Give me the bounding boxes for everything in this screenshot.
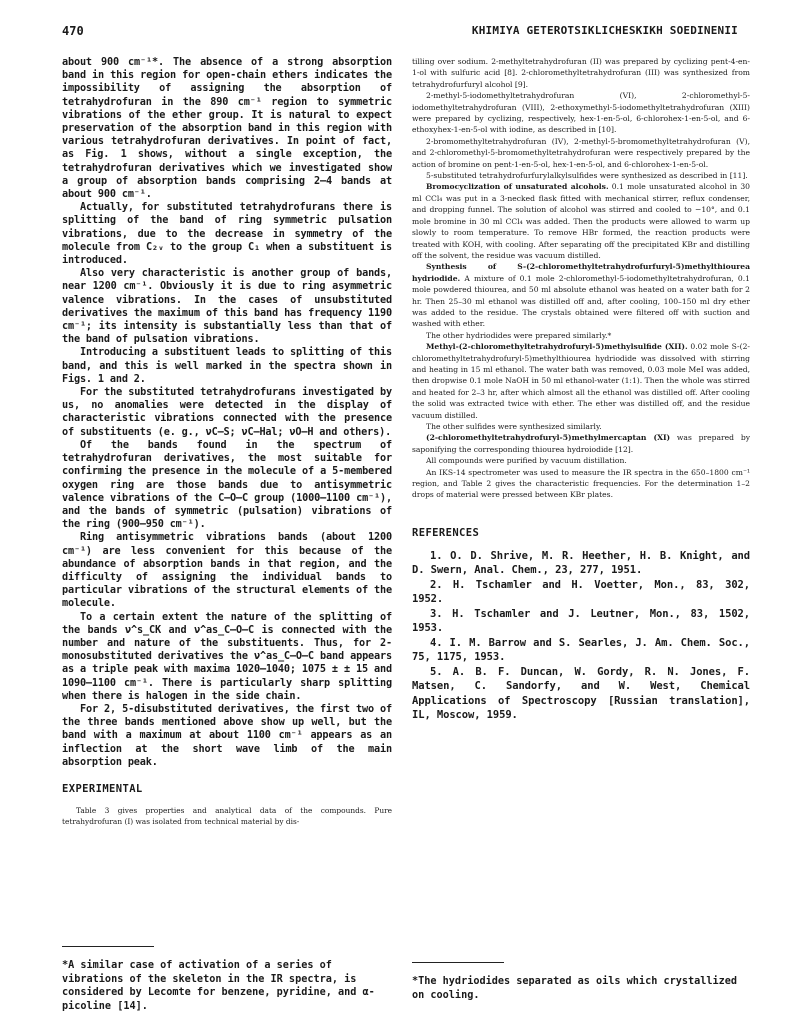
- experimental-paragraph: [412, 330, 750, 341]
- experimental-heading: EXPERIMENTAL: [62, 782, 143, 795]
- body-paragraph: For 2, 5-disubstituted derivatives, the first two of the three bands mentioned above show up well, but the band with a maximum at about 1100 cm⁻¹ appears as an inflection at the short wave limb of the main absorption peak.: [62, 703, 392, 768]
- references-list: [412, 549, 750, 723]
- reference-item: 4. I. M. Barrow and S. Searles, J. Am. Chem. Soc., 75, 1175, 1953.: [412, 636, 750, 664]
- reference-item: 1. O. D. Shrive, M. R. Heether, H. B. Knight, and D. Swern, Anal. Chem., 23, 277, 1951.: [412, 549, 750, 577]
- paragraph-text: tilling over sodium. 2-methyltetrahydrofuran (II) was prepared by cyclizing pent-4-en-1-ol with sulfuric acid [8]. 2-chloromethyltetrahydrofuran (III) was synthesized from tetrahydrofurfuryl alcohol [9].: [412, 57, 750, 89]
- experimental-paragraph: [412, 421, 750, 432]
- body-paragraph: Actually, for substituted tetrahydrofurans there is splitting of the band of ring symmetric pulsation vibrations, due to the decrease in symmetry of the molecule from C₂ᵥ to the group C₁ when a substituent is introduced.: [62, 202, 392, 267]
- footnote-divider: [412, 962, 504, 963]
- procedure-title: Synthesis of S-(2-chloromethyltetrahydrofurfuryl-5)methylthiourea hydriodide.: [412, 262, 750, 283]
- body-paragraph: To a certain extent the nature of the splitting of the bands ν^s_CK and ν^as_C—O—C is connected with the number and nature of the substituents. Thus, for 2-monosubstituted derivatives the ν^as_C—O—C band appears as a triple peak with maxima 1020–1040; 1075 ± ± 15 and 1090–1100 cm⁻¹. There is particularly sharp splitting when there is halogen in the side chain.: [62, 611, 392, 702]
- paragraph-text: 5-substituted tetrahydrofurfurylalkylsulfides were synthesized as described in [11].: [426, 171, 748, 181]
- paragraph-text: An IKS-14 spectrometer was used to measure the IR spectra in the 650–1800 cm⁻¹ region, and Table 2 gives the characteristic frequencies. For the determination 1–2 drops of material were pressed between KBr plates.: [412, 467, 750, 500]
- references-heading: REFERENCES: [412, 526, 480, 539]
- reference-item: 2. H. Tschamler and H. Voetter, Mon., 83, 302, 1952.: [412, 578, 750, 606]
- experimental-paragraphs: [412, 56, 750, 501]
- journal-title: KHIMIYA GETEROTSIKLICHESKIKH SOEDINENII: [471, 24, 738, 37]
- experimental-paragraph: [412, 170, 750, 181]
- experimental-paragraph: [412, 467, 750, 501]
- procedure-title: (2-chloromethyltetrahydrofuryl-5)methylmercaptan (XI): [426, 433, 671, 443]
- paragraph-text: A mixture of 0.1 mole 2-chloromethyl-5-iodomethyltetrahydrofuran, 0.1 mole powdered thiourea, and 50 ml absolute ethanol was heated on a water bath for 2 hr. Then 25–30 ml ethanol was distilled off and, after cooling, 100–150 ml dry ether was added to the residue. The crystals obtained were filtered off with suction and washed with ether.: [412, 273, 750, 329]
- experimental-paragraph: [412, 56, 750, 90]
- procedure-title: Bromocyclization of unsaturated alcohols.: [426, 182, 609, 192]
- footnote-left: *A similar case of activation of a series of vibrations of the skeleton in the IR spectra, is considered by Lecomte for benzene, pyridine, and α-picoline [14].: [62, 960, 375, 1012]
- experimental-text: Table 3 gives properties and analytical data of the compounds. Pure tetrahydrofuran (I) was isolated from technical material by dis-: [62, 805, 392, 826]
- body-paragraph: For the substituted tetrahydrofurans investigated by us, no anomalies were detected in the display of characteristic vibrations connected with the presence of substituents (e. g., νC—S; νC—Hal; νO—H and others).: [62, 387, 392, 438]
- paragraph-text: All compounds were purified by vacuum distillation.: [426, 456, 627, 466]
- paragraph-text: was prepared by saponifying the corresponding thiourea hydroiodide [12].: [412, 433, 750, 454]
- experimental-paragraph: [412, 136, 750, 170]
- paragraph-text: 2-methyl-5-iodomethyltetrahydrofuran (VI), 2-chloromethyl-5-iodomethyltetrahydrofuran (VIII), 2-ethoxymethyl-5-iodomethyltetrahydrofuran (XIII) were prepared by cyclizing, respectively, hex-1-en-5-ol, 6-chlorohex-1-en-5-ol, and 6-ethoxyhex-1-en-5-ol with iodine, as described in [10].: [412, 91, 750, 135]
- body-paragraph: Introducing a substituent leads to splitting of this band, and this is well marked in the spectra shown in Figs. 1 and 2.: [62, 347, 392, 385]
- body-paragraph: Of the bands found in the spectrum of tetrahydrofuran derivatives, the most suitable for confirming the presence in the molecule of a 5-membered oxygen ring are those bands due to antisymmetric valence vibrations of the C—O—C group (1000–1100 cm⁻¹), and the bands of symmetric (pulsation) vibrations of the ring (900–950 cm⁻¹).: [62, 439, 392, 531]
- body-paragraph: Also very characteristic is another group of bands, near 1200 cm⁻¹. Obviously it is due to ring asymmetric valence vibrations. In the cases of unsubstituted derivatives the maximum of this band has frequency 1190 cm⁻¹; its intensity is substantially less than that of the band of pulsation vibrations.: [62, 268, 392, 346]
- right-column: [412, 56, 750, 723]
- reference-item: 3. H. Tschamler and J. Leutner, Mon., 83, 1502, 1953.: [412, 607, 750, 635]
- experimental-paragraph: [412, 341, 750, 421]
- reference-item: 5. A. B. F. Duncan, W. Gordy, R. N. Jones, F. Matsen, C. Sandorfy, and W. West, Chemical Applications of Spectroscopy [Russian translation], IL, Moscow, 1959.: [412, 665, 750, 722]
- experimental-paragraph: [412, 432, 750, 455]
- paragraph-text: The other hydriodides were prepared similarly.*: [426, 330, 612, 340]
- body-paragraph: Ring antisymmetric vibrations bands (about 1200 cm⁻¹) are less convenient for this because of the abundance of absorption bands in that region, and the difficulty of assigning the individual bands to particular vibrations of the structural elements of the molecule.: [62, 532, 392, 610]
- paragraph-text: The other sulfides were synthesized similarly.: [426, 422, 602, 431]
- experimental-paragraph: [412, 455, 750, 466]
- procedure-title: Methyl-(2-chloromethyltetrahydrofuryl-5)methylsulfide (XII).: [426, 342, 688, 352]
- paragraph-text: 0.02 mole S-(2-chloromethyltetrahydrofuryl-5)methylthiourea hydriodide was dissolved with stirring and heating in 15 ml ethanol. The water bath was removed, 0.03 mole MeI was added, then dropwise 0.1 mole NaOH in 50 ml ethanol-water (1:1). Then the whole was stirred and heated for 2–3 hr, after which almost all the ethanol was distilled off. After cooling the solid was extracted twice with ether. The ether was distilled off, and the residue vacuum distilled.: [412, 342, 750, 420]
- experimental-paragraph: [412, 90, 750, 136]
- page-number: 470: [62, 24, 84, 38]
- paragraph-text: 0.1 mole unsaturated alcohol in 30 ml CCl₄ was put in a 3-necked flask fitted with mechanical stirrer, reflux condenser, and dropping funnel. The solution of alcohol was stirred and cooled to −10°, and 0.1 mole bromine in 30 ml CCl₄ was added. Then the products were allowed to warm up slowly to room temperature. To remove HBr formed, the reaction products were treated with KOH, with cooling. After separating off the precipitated KBr and distilling off the solvent, the residue was vacuum distilled.: [412, 182, 750, 260]
- body-paragraph: about 900 cm⁻¹*. The absence of a strong absorption band in this region for open-chain ethers indicates the impossibility of assigning the absorption of tetrahydrofuran in the 890 cm⁻¹ region to symmetric vibrations of the ether group. It is natural to expect preservation of the absorption band in this region with various tetrahydrofuran derivatives. In point of fact, as Fig. 1 shows, without a single exception, the tetrahydrofuran derivatives which we investigated show a group of absorption bands comprising 2–4 bands at about 900 cm⁻¹.: [62, 57, 392, 201]
- footnote-divider: [62, 946, 154, 947]
- left-column: [62, 56, 392, 827]
- paragraph-text: 2-bromomethyltetrahydrofuran (IV), 2-methyl-5-bromomethyltetrahydrofuran (V), and 2-chloromethyl-5-bromomethyltetrahydrofuran were respectively prepared by the action of bromine on pent-1-en-5-ol, hex-1-en-5-ol, and 6-chlorohex-1-en-5-ol.: [412, 136, 750, 169]
- footnote-right: *The hydriodides separated as oils which crystallized on cooling.: [412, 976, 738, 1001]
- experimental-paragraph: [412, 181, 750, 261]
- experimental-paragraph: [412, 261, 750, 329]
